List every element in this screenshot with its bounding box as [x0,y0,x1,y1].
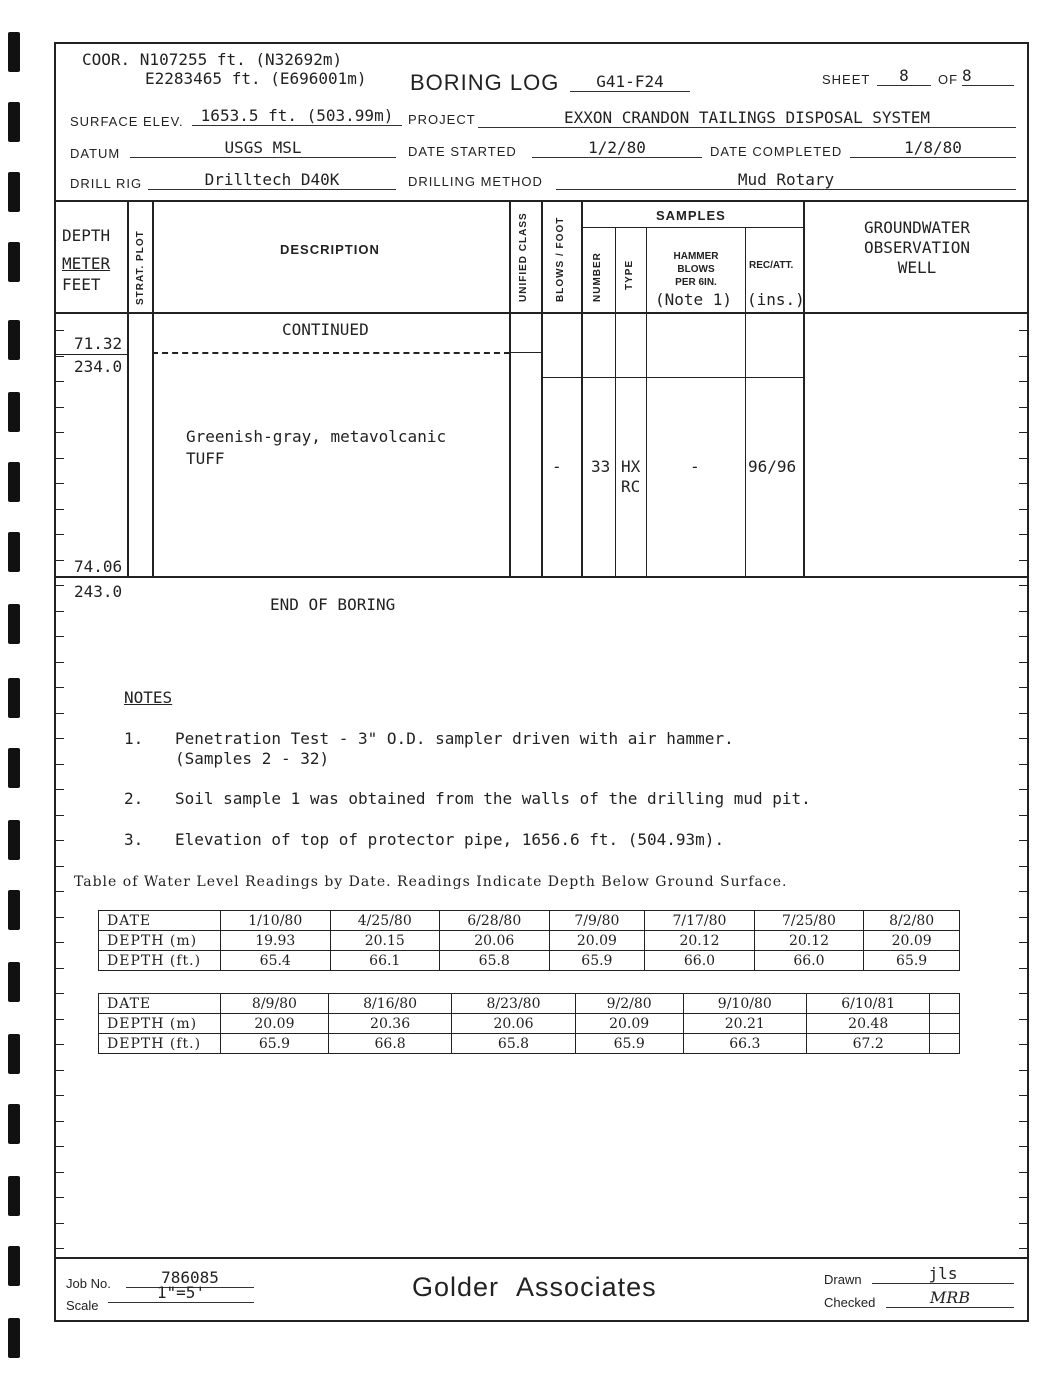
binder-hole [8,748,20,788]
depth-tick [56,891,64,892]
grid-line [646,227,647,576]
description-line: TUFF [186,449,225,468]
gw-line: WELL [897,258,937,277]
drilling-method: Mud Rotary [556,170,1016,190]
water-table-row-label: DEPTH (m) [99,931,221,951]
surface-elev-label: SURFACE ELEV. [70,114,184,129]
blows-foot-header: BLOWS / FOOT [555,216,566,302]
depth-tick [56,509,64,510]
water-table-row [99,1014,960,1034]
depth-tick [56,432,64,433]
water-table-cell: 20.09 [221,1014,329,1034]
grid-line [541,200,543,576]
groundwater-well-header [806,218,1028,278]
water-table-cell: 20.12 [645,931,755,951]
datum-value: USGS MSL [130,138,396,158]
water-table-cell [930,994,960,1014]
water-table-row [99,931,960,951]
drill-rig-label: DRILL RIG [70,176,143,191]
depth-tick [1019,942,1027,943]
grid-line [510,352,542,353]
hammer-value: - [690,457,700,476]
boring-id: G41-F24 [570,72,690,92]
water-table-row-label: DATE [99,911,221,931]
depth-tick [1019,458,1027,459]
water-table-cell: 19.93 [221,931,331,951]
company-name: Golder Associates [412,1272,657,1302]
of-label: OF [938,72,959,87]
description-line: Greenish-gray, metavolcanic [186,427,447,446]
job-number: 786085 [126,1268,254,1288]
binder-hole [8,1246,20,1286]
recovery-value: 96/96 [748,457,797,476]
depth-tick [1019,1070,1027,1071]
note-number: 3. [124,830,144,849]
note-1: Penetration Test - 3" O.D. sampler driven with air hammer. [175,729,734,748]
strat-boundary-line [152,352,510,354]
depth-tick [56,993,64,994]
depth-tick [56,840,64,841]
binder-hole [8,962,20,1002]
depth-feet: 243.0 [74,582,123,601]
depth-tick [1019,407,1027,408]
water-table-cell: 66.0 [754,951,864,971]
grid-line [581,200,583,576]
water-table-cell: 6/10/81 [807,994,930,1014]
water-table-cell: 67.2 [807,1034,930,1054]
binder-hole [8,1176,20,1216]
binder-hole [8,820,20,860]
drawn-label: Drawn [824,1272,862,1287]
binder-hole [8,532,20,572]
depth-tick [1019,1223,1027,1224]
hammer-line: BLOWS [677,264,715,275]
depth-tick [1019,738,1027,739]
depth-tick [1019,330,1027,331]
checked-label: Checked [824,1295,876,1310]
depth-tick [1019,1121,1027,1122]
sheet-number: 8 [877,66,931,86]
blows-value: - [552,457,562,476]
depth-tick [56,789,64,790]
water-table-cell: 20.09 [575,1014,683,1034]
water-table-cell: 20.48 [807,1014,930,1034]
meter-header: METER [62,254,111,273]
depth-tick [56,534,64,535]
water-table-cell: 1/10/80 [221,911,331,931]
depth-tick [1019,866,1027,867]
grid-line [127,200,129,576]
page-title: BORING LOG [410,70,560,95]
note-3: Elevation of top of protector pipe, 1656.6 ft. (504.93m). [175,830,725,849]
binder-hole [8,242,20,282]
grid-line [54,1257,1029,1259]
water-table-cell: 20.06 [452,1014,575,1034]
depth-tick [1019,432,1027,433]
water-table-cell: 20.09 [549,931,645,951]
water-table-cell [930,1014,960,1034]
grid-line [803,200,805,576]
depth-tick [1019,534,1027,535]
water-level-table-2 [98,993,960,1054]
water-table-cell: 20.15 [330,931,440,951]
grid-line [615,227,616,576]
depth-tick [56,381,64,382]
grid-line [745,227,746,576]
depth-header: DEPTH [62,226,111,245]
depth-tick [1019,560,1027,561]
water-table-cell: 7/17/80 [645,911,755,931]
ins-header: (ins.) [747,290,805,309]
binder-hole [8,172,20,212]
sheet-label: SHEET [822,72,871,87]
water-table-row-label: DEPTH (ft.) [99,1034,221,1054]
depth-tick [56,942,64,943]
drawn-by: jls [872,1264,1014,1284]
depth-tick [1019,381,1027,382]
depth-tick [56,1197,64,1198]
job-no-label: Job No. [66,1276,111,1291]
depth-tick [1019,1044,1027,1045]
binder-hole [8,890,20,930]
water-table-cell: 9/10/80 [683,994,806,1014]
description-header: DESCRIPTION [280,242,380,257]
depth-tick [1019,840,1027,841]
water-table-cell: 8/2/80 [864,911,960,931]
depth-tick [56,611,64,612]
depth-tick [1019,687,1027,688]
binder-hole [8,604,20,644]
depth-tick [56,917,64,918]
water-table-cell: 8/16/80 [328,994,451,1014]
water-table-cell: 20.36 [328,1014,451,1034]
water-level-table-1 [98,910,960,971]
date-completed-label: DATE COMPLETED [710,144,843,159]
depth-tick [56,483,64,484]
note-number: 1. [124,729,144,748]
note-number: 2. [124,789,144,808]
depth-tick [1019,1248,1027,1249]
depth-tick [56,662,64,663]
end-of-boring: END OF BORING [270,595,396,614]
project-label: PROJECT [408,112,476,127]
grid-line [152,200,154,576]
drilling-method-label: DRILLING METHOD [408,174,543,189]
water-table-caption: Table of Water Level Readings by Date. Readings Indicate Depth Below Ground Surface. [74,874,788,890]
strat-plot-header: STRAT. PLOT [135,230,146,305]
rec-att-header: REC/ATT. [749,260,794,271]
depth-tick [1019,891,1027,892]
depth-tick [1019,968,1027,969]
gw-line: OBSERVATION [864,238,970,257]
depth-meter: 74.06 [74,557,123,576]
gw-line: GROUNDWATER [864,218,970,237]
water-table-cell: 20.21 [683,1014,806,1034]
depth-tick [56,1248,64,1249]
note-1-samples: (Samples 2 - 32) [175,749,330,768]
date-completed: 1/8/80 [850,138,1016,158]
depth-tick [56,968,64,969]
depth-tick [1019,1146,1027,1147]
grid-line [54,576,1029,578]
water-table-cell: 65.9 [221,1034,329,1054]
sample-type: RC [621,477,641,496]
binder-hole [8,1318,20,1358]
water-table-cell [930,1034,960,1054]
water-table-row-label: DEPTH (m) [99,1014,221,1034]
depth-meter: 71.32 [74,334,123,353]
grid-line [509,200,511,576]
hammer-line: HAMMER [673,251,719,262]
depth-tick [56,1172,64,1173]
depth-tick [1019,764,1027,765]
depth-tick [1019,815,1027,816]
coordinates-east: E2283465 ft. (E696001m) [145,69,367,88]
water-table-cell: 4/25/80 [330,911,440,931]
drill-rig: Drilltech D40K [148,170,396,190]
depth-tick [1019,789,1027,790]
depth-tick [1019,713,1027,714]
binder-hole [8,1034,20,1074]
depth-feet: 234.0 [74,357,123,376]
water-table-cell: 66.8 [328,1034,451,1054]
depth-tick [1019,1197,1027,1198]
sheet-total: 8 [962,66,1014,86]
coordinates-north: COOR. N107255 ft. (N32692m) [82,50,343,69]
depth-tick [56,1121,64,1122]
water-table-cell: 65.8 [440,951,550,971]
project-name: EXXON CRANDON TAILINGS DISPOSAL SYSTEM [478,108,1016,128]
depth-tick [1019,636,1027,637]
number-header: NUMBER [592,252,603,302]
checked-by-signature: MRB [886,1288,1014,1308]
binder-hole [8,102,20,142]
depth-tick [1019,1172,1027,1173]
grid-line [56,354,128,355]
depth-tick [1019,509,1027,510]
depth-tick [56,764,64,765]
depth-tick [1019,356,1027,357]
depth-tick [1019,917,1027,918]
sample-number: 33 [591,457,611,476]
depth-tick [1019,993,1027,994]
depth-tick [1019,1019,1027,1020]
depth-tick [1019,1095,1027,1096]
date-started: 1/2/80 [532,138,702,158]
binder-hole [8,1104,20,1144]
samples-header: SAMPLES [656,208,726,223]
depth-tick [56,1146,64,1147]
water-table-cell: 20.06 [440,931,550,951]
water-table-row [99,994,960,1014]
type-header: TYPE [624,259,635,290]
water-table-cell: 65.9 [575,1034,683,1054]
water-table-cell: 65.8 [452,1034,575,1054]
depth-tick [56,1223,64,1224]
binder-hole [8,462,20,502]
water-table-cell: 65.9 [864,951,960,971]
water-table-cell: 7/25/80 [754,911,864,931]
depth-tick [56,713,64,714]
depth-tick [56,585,64,586]
depth-tick [56,1019,64,1020]
water-table-cell: 66.0 [645,951,755,971]
scale-label: Scale [66,1298,99,1313]
depth-tick [56,407,64,408]
depth-tick [56,636,64,637]
depth-tick [56,738,64,739]
water-table-row-label: DATE [99,994,221,1014]
water-table-cell: 9/2/80 [575,994,683,1014]
water-table-cell: 65.9 [549,951,645,971]
unified-class-header: UNIFIED CLASS [518,212,529,302]
depth-tick [1019,585,1027,586]
depth-tick [1019,662,1027,663]
binder-hole [8,32,20,72]
water-table-row-label: DEPTH (ft.) [99,951,221,971]
depth-tick [56,1095,64,1096]
continued-label: CONTINUED [282,320,369,339]
water-table-row [99,951,960,971]
water-table-cell: 8/9/80 [221,994,329,1014]
depth-tick [56,458,64,459]
depth-tick [56,356,64,357]
water-table-cell: 66.3 [683,1034,806,1054]
binder-hole [8,320,20,360]
binder-hole [8,678,20,718]
sample-type: HX [621,457,641,476]
depth-tick [56,687,64,688]
surface-elevation: 1653.5 ft. (503.99m) [192,106,402,126]
depth-tick [56,330,64,331]
depth-tick [56,866,64,867]
water-table-cell: 20.09 [864,931,960,951]
depth-tick [1019,611,1027,612]
depth-tick [56,1044,64,1045]
note1-header: (Note 1) [655,290,733,309]
water-table-cell: 8/23/80 [452,994,575,1014]
water-table-row [99,1034,960,1054]
depth-tick [56,560,64,561]
note-2: Soil sample 1 was obtained from the walls of the drilling mud pit. [175,789,811,808]
depth-tick [56,815,64,816]
notes-heading: NOTES [124,688,173,707]
scale-value: 1"=5' [108,1283,254,1303]
hammer-blows-header [648,250,744,289]
water-table-cell: 6/28/80 [440,911,550,931]
binder-hole [8,392,20,432]
water-table-cell: 20.12 [754,931,864,951]
water-table-row [99,911,960,931]
depth-tick [1019,483,1027,484]
depth-tick [56,1070,64,1071]
datum-label: DATUM [70,146,121,161]
water-table-cell: 7/9/80 [549,911,645,931]
water-table-cell: 65.4 [221,951,331,971]
date-started-label: DATE STARTED [408,144,517,159]
feet-header: FEET [62,275,101,294]
water-table-cell: 66.1 [330,951,440,971]
hammer-line: PER 6IN. [675,277,717,288]
